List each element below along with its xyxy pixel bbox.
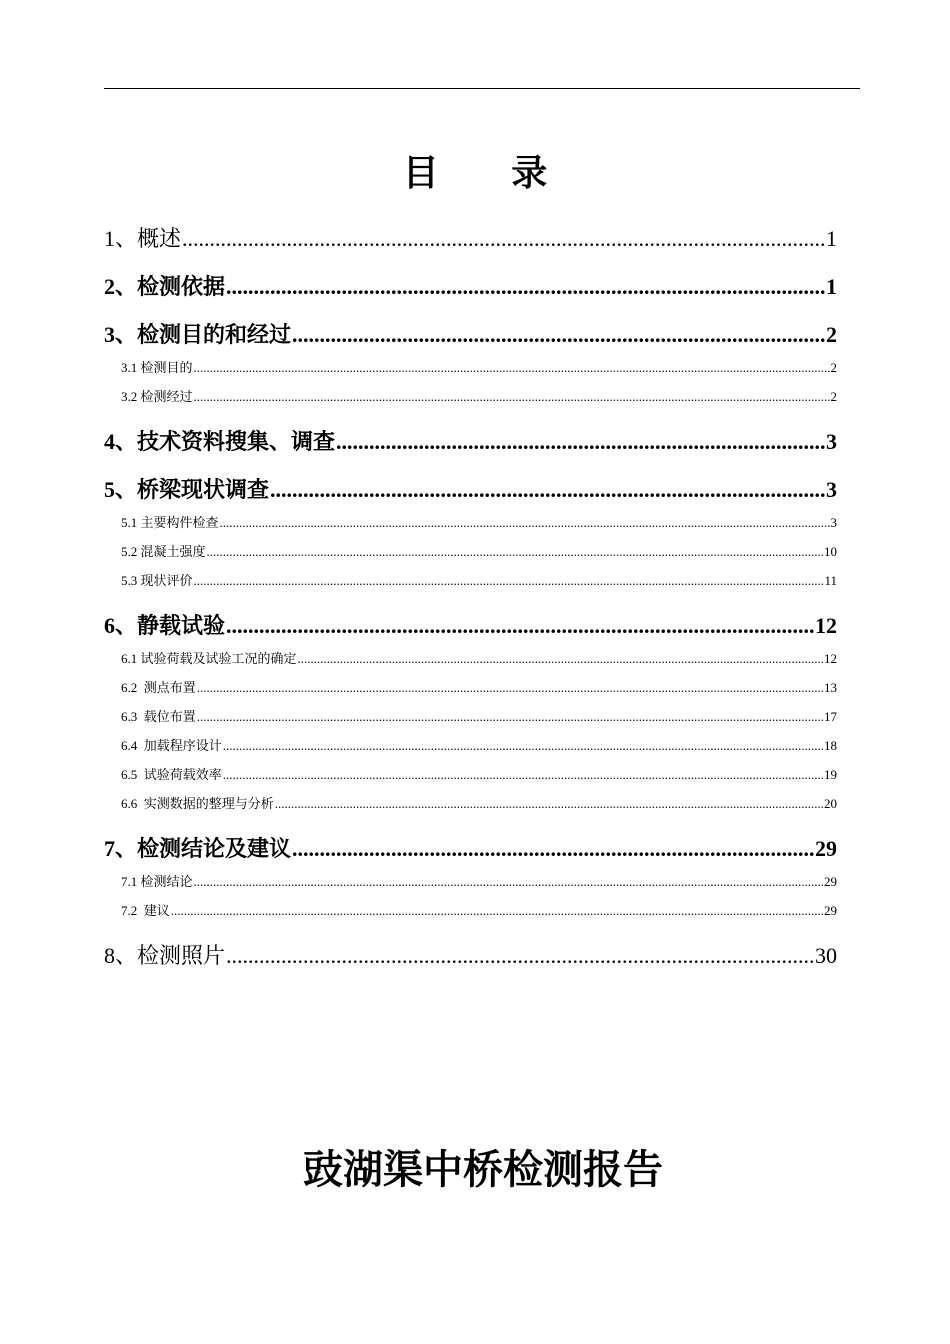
toc-entry-label: 6、静载试验 bbox=[104, 613, 226, 639]
toc-entry-label: 3.1 检测目的 bbox=[121, 360, 193, 376]
toc-leader-dots bbox=[226, 272, 825, 302]
toc-entry-5-2[interactable] bbox=[121, 543, 837, 562]
toc-entry-label: 4、技术资料搜集、调查 bbox=[104, 429, 336, 455]
toc-entry-6[interactable] bbox=[104, 611, 837, 642]
toc-page-number: 18 bbox=[824, 738, 837, 753]
toc-entry-label: 5.1 主要构件检查 bbox=[121, 515, 219, 531]
toc-page-number: 13 bbox=[824, 680, 837, 695]
toc-page-number: 12 bbox=[824, 651, 837, 666]
toc-leader-dots bbox=[226, 611, 814, 641]
toc-page-number: 29 bbox=[824, 903, 837, 918]
toc-entry-6-4[interactable] bbox=[121, 737, 837, 756]
toc-entry-6-5[interactable] bbox=[121, 766, 837, 785]
toc-entry-label: 6.6 实测数据的整理与分析 bbox=[121, 796, 274, 812]
toc-entry-4[interactable] bbox=[104, 427, 837, 458]
toc-entry-label: 3、检测目的和经过 bbox=[104, 322, 292, 348]
toc-leader-dots bbox=[275, 795, 823, 813]
toc-page-number: 3 bbox=[830, 515, 837, 530]
toc-entry-6-3[interactable] bbox=[121, 708, 837, 727]
toc-leader-dots bbox=[194, 388, 830, 406]
toc-entry-label: 6.4 加载程序设计 bbox=[121, 738, 222, 754]
toc-page-number: 17 bbox=[824, 709, 837, 724]
toc-page-number: 20 bbox=[824, 796, 837, 811]
toc-leader-dots bbox=[292, 320, 825, 350]
toc-page-number: 29 bbox=[824, 874, 837, 889]
toc-entry-1[interactable] bbox=[104, 224, 837, 255]
toc-entry-5[interactable] bbox=[104, 475, 837, 506]
toc-entry-label: 5.2 混凝土强度 bbox=[121, 544, 206, 560]
toc-leader-dots bbox=[336, 427, 825, 457]
toc-leader-dots bbox=[292, 834, 814, 864]
toc-leader-dots bbox=[223, 737, 823, 755]
toc-entry-5-1[interactable] bbox=[121, 514, 837, 533]
toc-page-number: 3 bbox=[826, 429, 837, 454]
toc-leader-dots bbox=[197, 679, 823, 697]
toc-entry-label: 6.5 试验荷载效率 bbox=[121, 767, 222, 783]
toc-entry-label: 6.2 测点布置 bbox=[121, 680, 196, 696]
toc-entry-3-1[interactable] bbox=[121, 359, 837, 378]
toc-entry-label: 7.1 检测结论 bbox=[121, 874, 193, 890]
toc-leader-dots bbox=[298, 650, 823, 668]
toc-leader-dots bbox=[207, 543, 823, 561]
toc-entry-label: 5、桥梁现状调查 bbox=[104, 477, 270, 503]
toc-leader-dots bbox=[194, 572, 824, 590]
toc-entry-6-1[interactable] bbox=[121, 650, 837, 669]
toc-entry-6-6[interactable] bbox=[121, 795, 837, 814]
toc-page-number: 12 bbox=[815, 613, 837, 638]
toc-entry-7[interactable] bbox=[104, 834, 837, 865]
toc-entry-8[interactable] bbox=[104, 941, 837, 972]
toc-page-number: 10 bbox=[824, 544, 837, 559]
toc-entry-label: 7.2 建议 bbox=[121, 903, 170, 919]
toc-entry-label: 6.1 试验荷载及试验工况的确定 bbox=[121, 651, 297, 667]
toc-entry-5-3[interactable] bbox=[121, 572, 837, 591]
toc-entry-7-1[interactable] bbox=[121, 873, 837, 892]
toc-page-number: 11 bbox=[824, 573, 837, 588]
toc-page-number: 3 bbox=[826, 477, 837, 502]
toc-leader-dots bbox=[171, 902, 823, 920]
toc-entry-label: 8、检测照片 bbox=[104, 943, 226, 969]
toc-leader-dots bbox=[223, 766, 823, 784]
toc-entry-3[interactable] bbox=[104, 320, 837, 351]
toc-page-number: 1 bbox=[826, 226, 837, 251]
toc-leader-dots bbox=[220, 514, 830, 532]
toc-entry-6-2[interactable] bbox=[121, 679, 837, 698]
toc-leader-dots bbox=[226, 941, 814, 971]
toc-entry-label: 6.3 载位布置 bbox=[121, 709, 196, 725]
toc-leader-dots bbox=[182, 224, 825, 254]
toc-leader-dots bbox=[194, 359, 830, 377]
toc-page-number: 30 bbox=[815, 943, 837, 968]
toc-page-number: 29 bbox=[815, 836, 837, 861]
toc-leader-dots bbox=[197, 708, 823, 726]
toc-page-number: 19 bbox=[824, 767, 837, 782]
toc-entry-3-2[interactable] bbox=[121, 388, 837, 407]
toc-title: 目 录 bbox=[402, 153, 578, 194]
toc-page-number: 2 bbox=[830, 389, 837, 404]
toc-entry-label: 2、检测依据 bbox=[104, 274, 226, 300]
toc-leader-dots bbox=[194, 873, 823, 891]
toc-page-number: 2 bbox=[830, 360, 837, 375]
toc-entry-label: 5.3 现状评价 bbox=[121, 573, 193, 589]
toc-entry-7-2[interactable] bbox=[121, 902, 837, 921]
toc-entry-label: 1、概述 bbox=[104, 226, 182, 252]
header-rule bbox=[104, 88, 860, 89]
toc-leader-dots bbox=[270, 475, 825, 505]
toc-entry-2[interactable] bbox=[104, 272, 837, 303]
toc-entry-label: 3.2 检测经过 bbox=[121, 389, 193, 405]
report-title: 豉湖渠中桥检测报告 bbox=[303, 1147, 663, 1193]
toc-entry-label: 7、检测结论及建议 bbox=[104, 836, 292, 862]
toc-page-number: 2 bbox=[826, 322, 837, 347]
toc-page-number: 1 bbox=[826, 274, 837, 299]
